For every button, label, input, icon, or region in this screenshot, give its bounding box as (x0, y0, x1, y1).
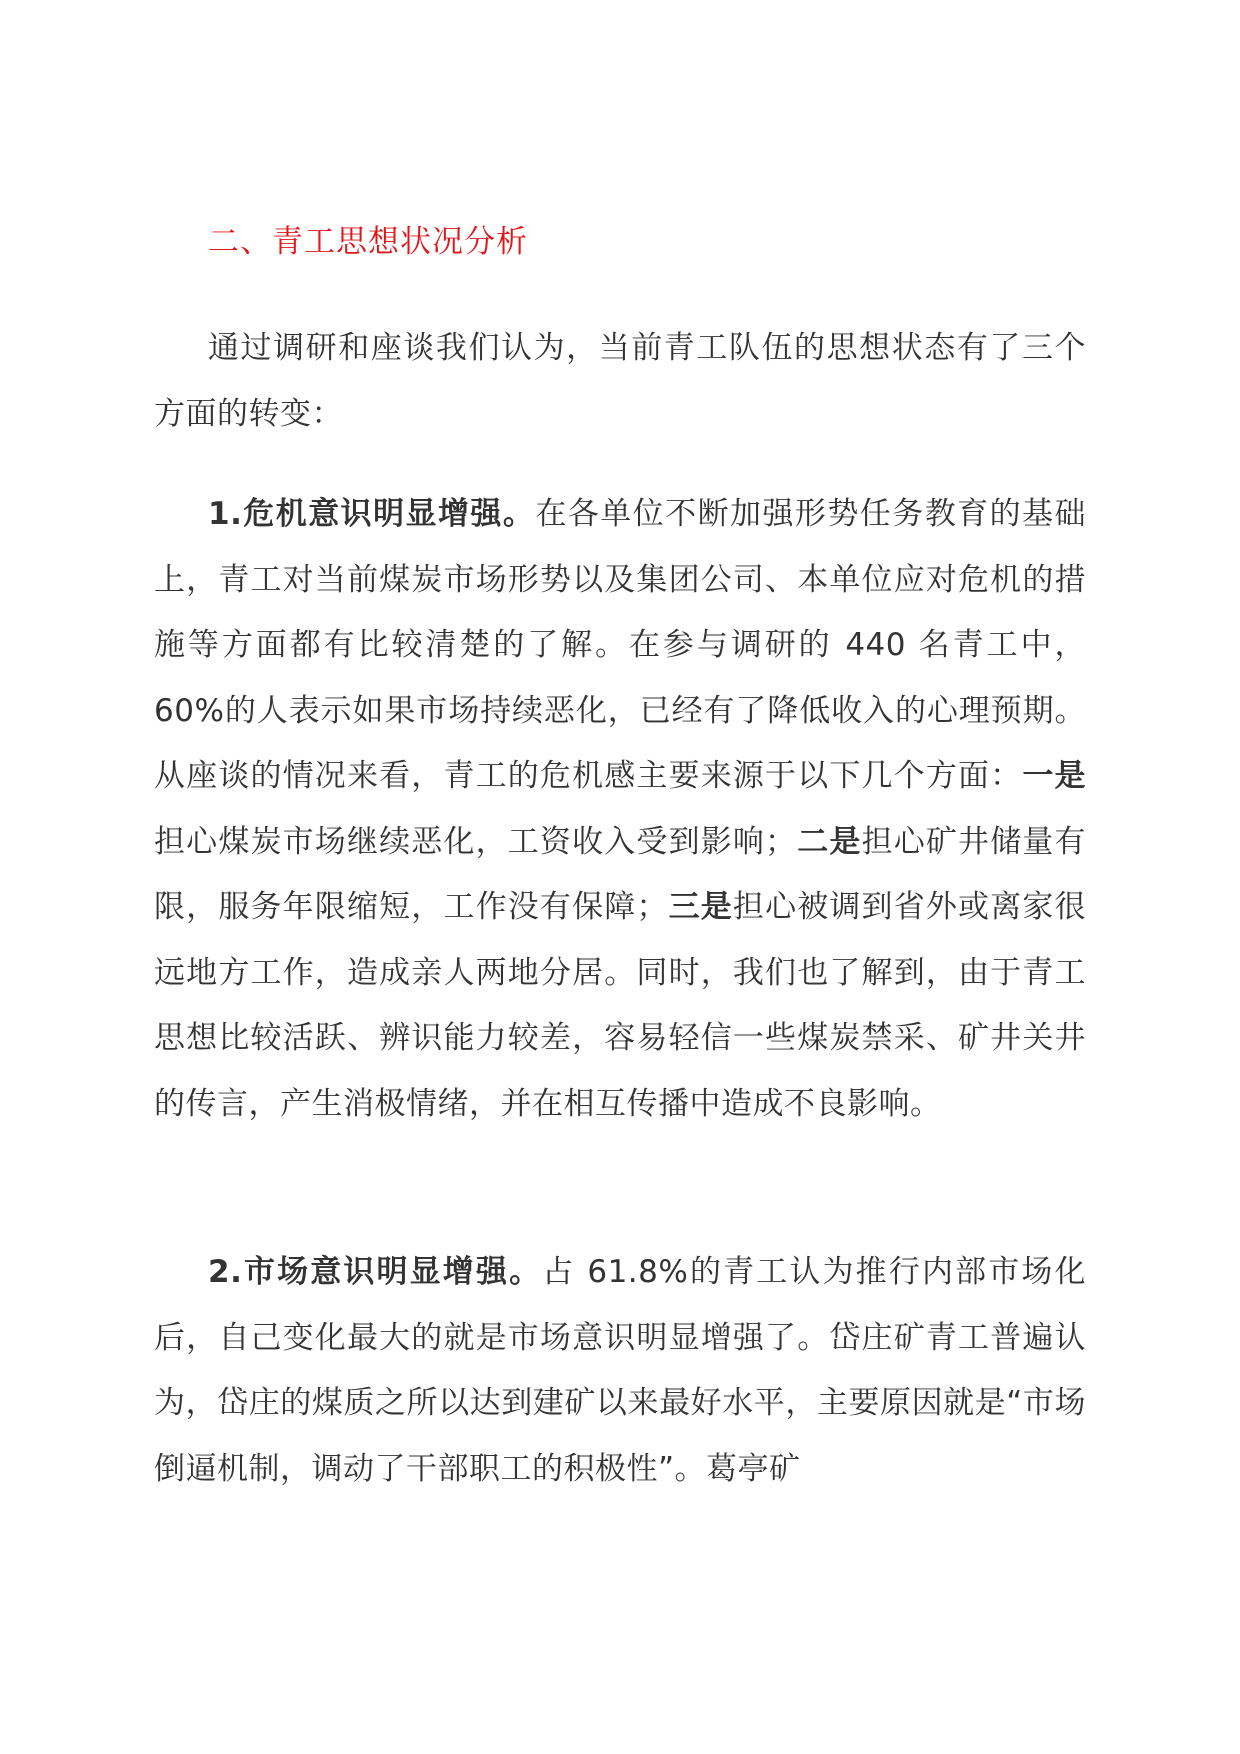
point-1-paragraph (154, 482, 1086, 1137)
point-2-text: 占 61.8%的青工认为推行内部市场化后，自己变化最大的就是市场意识明显增强了。岱庄矿青工普遍认为，岱庄的煤质之所以达到建矿以来最好水平，主要原因就是“市场倒逼机制，调动了干部职工的积极性”。葛亭矿 (154, 1254, 1086, 1487)
point-1-text-a: 在各单位不断加强形势任务教育的基础上，青工对当前煤炭市场形势以及集团公司、本单位应对危机的措施等方面都有比较清楚的了解。在参与调研的 440 名青工中，60%的人表示如果市场持续恶化，已经有了降低收入的心理预期。从座谈的情况来看，青工的危机感主要来源于以下几个方面： (154, 496, 1086, 794)
section-heading: 二、青工思想状况分析 (208, 224, 528, 260)
point-2-paragraph (154, 1240, 1086, 1502)
intro-paragraph: 通过调研和座谈我们认为，当前青工队伍的思想状态有了三个方面的转变： (154, 330, 1086, 432)
point-1-text-b: 担心煤炭市场继续恶化，工资收入受到影响； (154, 823, 797, 860)
point-1-label-2: 二是 (796, 823, 862, 860)
point-1-label-1: 一是 (1022, 758, 1087, 794)
point-1-text-c: 担心矿井储量有限，服务年限缩短，工作没有保障； (154, 823, 1087, 925)
point-1-text-d: 担心被调到省外或离家很远地方工作，造成亲人两地分居。同时，我们也了解到，由于青工思想比较活跃、辨识能力较差，容易轻信一些煤炭禁采、矿井关井的传言，产生消极情绪，并在相互传播中造成不良影响。 (154, 889, 1087, 1122)
point-1-title: 1.危机意识明显增强。 (208, 496, 536, 532)
point-1-label-3: 三是 (667, 889, 733, 925)
point-2-title: 2.市场意识明显增强。 (208, 1254, 543, 1290)
